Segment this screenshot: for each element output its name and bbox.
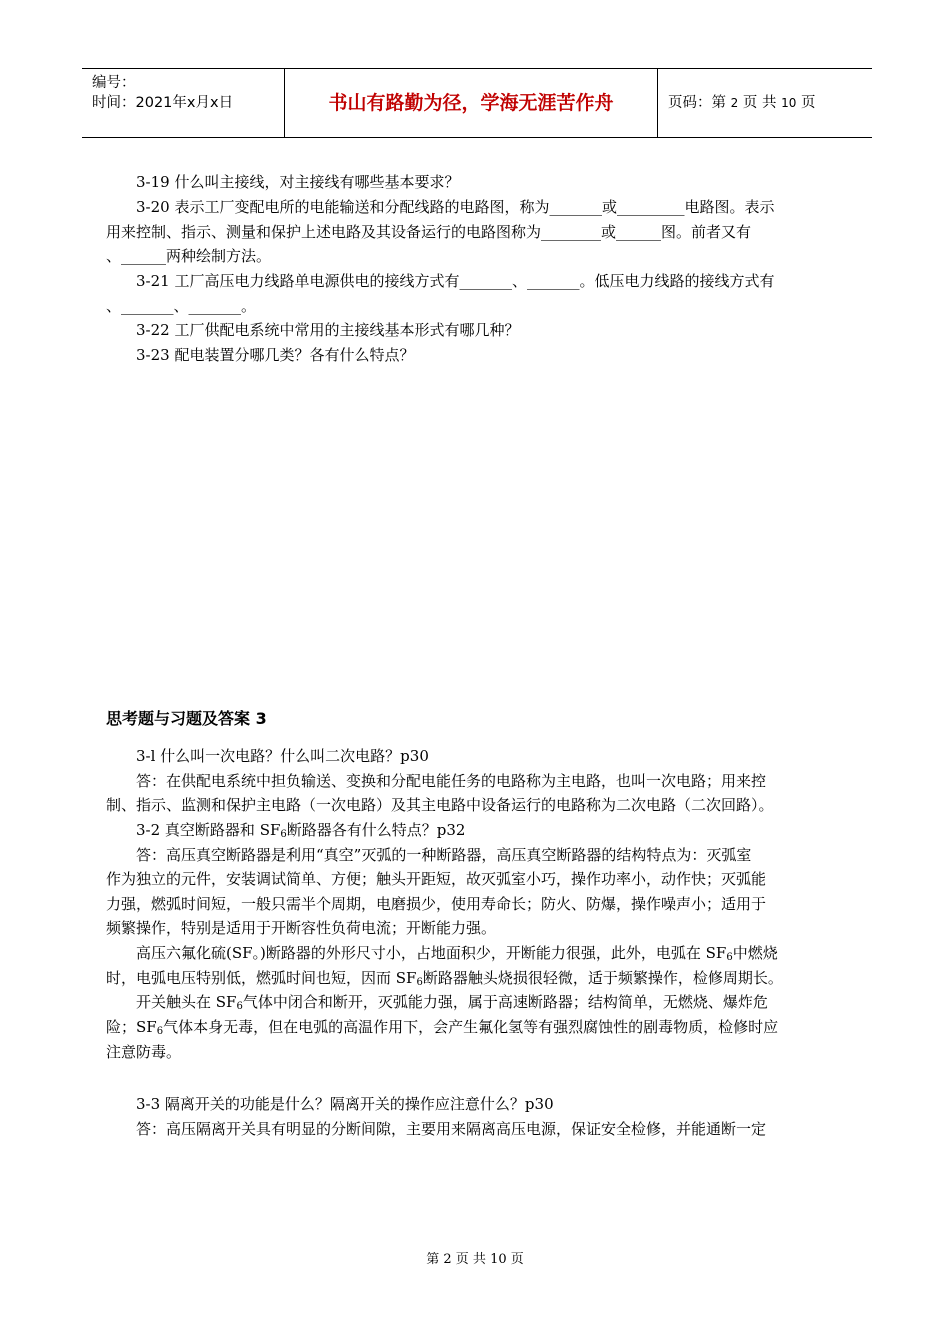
page-footer [0,1248,950,1267]
answer-3-3-line1: 答：高压隔离开关具有明显的分断间隙，主要用来隔离高压电源，保证安全检修，并能通断一定 [136,1120,767,1138]
page-prefix: 页码：第 [668,95,726,111]
text-segment: 中燃烧 [732,944,778,962]
text-segment: 3-2 真空断路器和 SF [136,821,281,839]
subscript: 6 [726,952,733,963]
question-3-20-line3: 、______两种绘制方法。 [106,247,272,265]
text-segment: 开关触头在 SF [136,993,237,1011]
page-mid: 页 共 [742,95,777,111]
answer-3-2-line2: 作为独立的元件，安装调试简单、方便；触头开距短，故灭弧室小巧，操作功率小，动作快；灭弧能 [106,870,767,888]
time-label: 时间：2021年x月x日 [92,95,234,111]
footer-total: 10 [490,1252,507,1267]
text-segment: 时，电弧电压特别低，燃弧时间也短，因而 SF [106,969,417,987]
question-3-22: 3-22 工厂供配电系统中常用的主接线基本形式有哪几种？ [136,321,520,339]
question-3-20-line1: 3-20 表示工厂变配电所的电能输送和分配线路的电路图，称为_______或_________电路图。表示 [136,198,775,216]
text-segment: 险；SF [106,1018,157,1036]
number-label: 编号： [92,75,136,91]
header-motto: 书山有路勤为径，学海无涯苦作舟 [285,69,658,137]
header-left-cell [82,69,285,137]
question-3-21-line1: 3-21 工厂高压电力线路单电源供电的接线方式有_______、_______。低压电力线路的接线方式有 [136,272,775,290]
answer-3-1-line1: 答：在供配电系统中担负输送、变换和分配电能任务的电路称为主电路，也叫一次电路；用来控 [136,772,767,790]
page-current: 2 [730,96,739,110]
header-table [82,68,872,138]
page-total: 10 [781,96,797,110]
subscript: 6 [280,829,287,840]
answer-3-2-line9: 注意防毒。 [106,1043,182,1061]
section-title: 思考题与习题及答案 3 [106,709,267,728]
footer-prefix: 第 [426,1252,440,1267]
question-3-23: 3-23 配电装置分哪几类？各有什么特点？ [136,346,415,364]
answer-3-3-question: 3-3 隔离开关的功能是什么？隔离开关的操作应注意什么？p30 [136,1095,554,1113]
footer-mid: 页 共 [455,1252,486,1267]
text-segment: 断路器各有什么特点？p32 [286,821,466,839]
answer-3-1-line2: 制、指示、监测和保护主电路（一次电路）及其主电路中设备运行的电路称为二次电路（二次回路）。 [106,796,774,814]
question-3-20-line2: 用来控制、指示、测量和保护上述电路及其设备运行的电路图称为________或______图。前者又有 [106,223,752,241]
text-segment: 高压六氟化硫(SF。)断路器的外形尺寸小，占地面积少，开断能力很强，此外，电弧在 SF [136,944,727,962]
text-segment: 气体本身无毒，但在电弧的高温作用下，会产生氟化氢等有强烈腐蚀性的剧毒物质，检修时应 [163,1018,779,1036]
footer-suffix: 页 [510,1252,524,1267]
subscript: 6 [156,1026,164,1037]
answer-3-1-question: 3-l 什么叫一次电路？什么叫二次电路？p30 [136,747,429,765]
page-suffix: 页 [800,95,816,111]
header-page-info [658,69,872,137]
subscript: 6 [416,977,423,988]
text-segment: 气体中闭合和断开，灭弧能力强，属于高速断路器；结构简单，无燃烧、爆炸危 [242,993,768,1011]
answer-3-2-line3: 力强，燃弧时间短，一般只需半个周期，电磨损少，使用寿命长；防火、防爆，操作噪声小；适用于 [106,895,767,913]
question-3-19: 3-19 什么叫主接线，对主接线有哪些基本要求？ [136,173,460,191]
footer-current: 2 [443,1252,452,1267]
question-3-21-line2: 、_______、_______。 [106,297,257,315]
subscript: 6 [236,1001,243,1012]
answer-3-2-line1: 答：高压真空断路器是利用“真空”灭弧的一种断路器，高压真空断路器的结构特点为：灭弧室 [136,846,752,864]
answer-3-2-line4: 频繁操作，特别是适用于开断容性负荷电流；开断能力强。 [106,919,497,937]
text-segment: 断路器触头烧损很轻微，适于频繁操作，检修周期长。 [422,969,783,987]
